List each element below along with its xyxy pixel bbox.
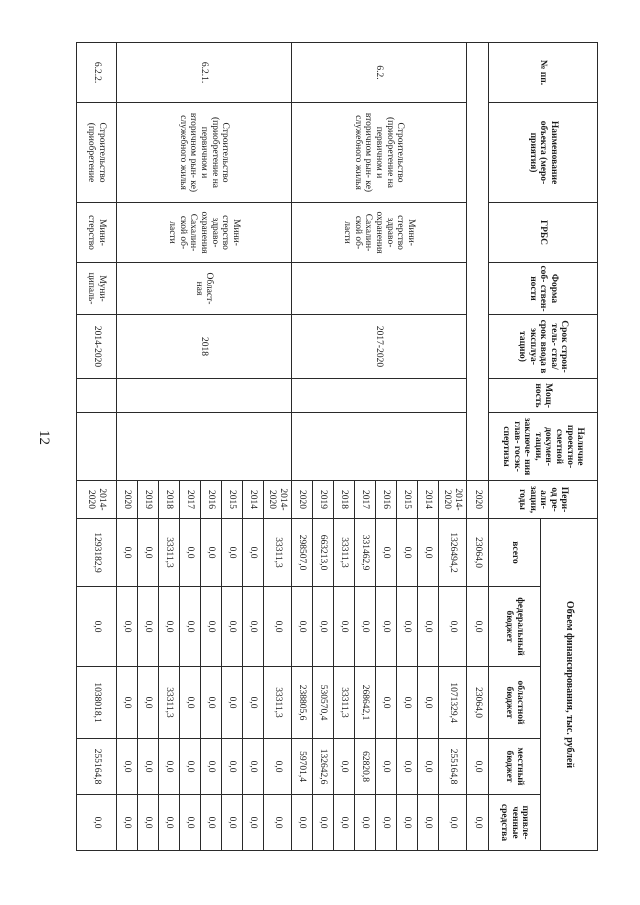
regional-cell: 0,0 bbox=[179, 667, 200, 739]
federal-cell: 0,0 bbox=[76, 587, 116, 667]
period-cell: 2014-2020 bbox=[438, 481, 466, 519]
local-cell: 0,0 bbox=[417, 739, 438, 795]
capacity-cell bbox=[291, 379, 466, 413]
page-number: 12 bbox=[36, 430, 52, 445]
federal-cell: 0,0 bbox=[354, 587, 375, 667]
total-cell: 0,0 bbox=[375, 519, 396, 587]
docs-cell bbox=[76, 413, 116, 481]
federal-cell: 0,0 bbox=[312, 587, 333, 667]
term-cell: 2017-2020 bbox=[291, 315, 466, 379]
local-cell: 0,0 bbox=[263, 739, 291, 795]
total-cell: 0,0 bbox=[221, 519, 242, 587]
period-cell: 2016 bbox=[200, 481, 221, 519]
continuation-cell bbox=[466, 43, 488, 481]
period-cell: 2016 bbox=[375, 481, 396, 519]
federal-cell: 0,0 bbox=[291, 587, 312, 667]
total-cell: 1293182,9 bbox=[76, 519, 116, 587]
attracted-cell: 0,0 bbox=[396, 795, 417, 851]
attracted-cell: 0,0 bbox=[158, 795, 179, 851]
capacity-cell bbox=[76, 379, 116, 413]
row-number: 6.2.2. bbox=[76, 43, 116, 103]
local-cell: 0,0 bbox=[116, 739, 137, 795]
attracted-cell: 0,0 bbox=[375, 795, 396, 851]
period-cell: 2018 bbox=[158, 481, 179, 519]
local-cell: 0,0 bbox=[137, 739, 158, 795]
regional-cell: 0,0 bbox=[221, 667, 242, 739]
regional-cell: 33311,3 bbox=[333, 667, 354, 739]
total-cell: 1326494,2 bbox=[438, 519, 466, 587]
total-cell: 298507,0 bbox=[291, 519, 312, 587]
period-cell: 2020 bbox=[466, 481, 488, 519]
local-cell: 0,0 bbox=[221, 739, 242, 795]
federal-cell: 0,0 bbox=[375, 587, 396, 667]
regional-cell: 0,0 bbox=[137, 667, 158, 739]
total-cell: 0,0 bbox=[137, 519, 158, 587]
financing-table bbox=[76, 42, 598, 851]
local-cell: 0,0 bbox=[158, 739, 179, 795]
federal-cell: 0,0 bbox=[466, 587, 488, 667]
attracted-cell: 0,0 bbox=[291, 795, 312, 851]
federal-cell: 0,0 bbox=[179, 587, 200, 667]
term-cell: 2014-2020 bbox=[76, 315, 116, 379]
term-cell: 2018 bbox=[116, 315, 291, 379]
local-cell: 0,0 bbox=[396, 739, 417, 795]
attracted-cell: 0,0 bbox=[179, 795, 200, 851]
period-cell: 2014 bbox=[242, 481, 263, 519]
row-number: 6.2.1. bbox=[116, 43, 291, 103]
total-cell: 0,0 bbox=[396, 519, 417, 587]
period-cell: 2014 bbox=[417, 481, 438, 519]
header-ownership: Форма соб- ствен- ности bbox=[488, 263, 597, 315]
header-no: № пп. bbox=[488, 43, 597, 103]
regional-cell: 530570,4 bbox=[312, 667, 333, 739]
total-cell: 33311,3 bbox=[333, 519, 354, 587]
period-cell: 2015 bbox=[396, 481, 417, 519]
total-cell: 0,0 bbox=[116, 519, 137, 587]
attracted-cell: 0,0 bbox=[137, 795, 158, 851]
header-term: Срок строи- тель- ства/срок ввода в эксплуа- тацию) bbox=[488, 315, 597, 379]
period-cell: 2018 bbox=[333, 481, 354, 519]
regional-cell: 1038018,1 bbox=[76, 667, 116, 739]
local-cell: 255164,8 bbox=[438, 739, 466, 795]
period-cell: 2020 bbox=[291, 481, 312, 519]
header-docs: Наличие проектно- сметной докумен- тации, заключе- ния глав- госэк- спертизы bbox=[488, 413, 597, 481]
table-row bbox=[438, 43, 466, 851]
regional-cell: 33311,3 bbox=[158, 667, 179, 739]
period-cell: 2017 bbox=[179, 481, 200, 519]
total-cell: 23064,0 bbox=[466, 519, 488, 587]
header-regional: областной бюджет bbox=[488, 667, 540, 739]
attracted-cell: 0,0 bbox=[116, 795, 137, 851]
period-cell: 2020 bbox=[116, 481, 137, 519]
local-cell: 62820,8 bbox=[354, 739, 375, 795]
ownership-cell: Муни- ципаль- bbox=[76, 263, 116, 315]
federal-cell: 0,0 bbox=[242, 587, 263, 667]
ownership-cell: Област- ная bbox=[116, 263, 291, 315]
federal-cell: 0,0 bbox=[137, 587, 158, 667]
local-cell: 255164,8 bbox=[76, 739, 116, 795]
local-cell: 0,0 bbox=[200, 739, 221, 795]
federal-cell: 0,0 bbox=[396, 587, 417, 667]
header-period: Пери- од ре- али- зации, годы bbox=[488, 481, 597, 519]
grbs-cell: Мини- стерство здраво- охранения Сахалин- ской об- ласти bbox=[116, 203, 291, 263]
regional-cell: 1071329,4 bbox=[438, 667, 466, 739]
attracted-cell: 0,0 bbox=[312, 795, 333, 851]
rotated-table-wrapper bbox=[86, 42, 598, 850]
federal-cell: 0,0 bbox=[158, 587, 179, 667]
attracted-cell: 0,0 bbox=[200, 795, 221, 851]
header-federal: федеральный бюджет bbox=[488, 587, 540, 667]
regional-cell: 23064,0 bbox=[466, 667, 488, 739]
regional-cell: 0,0 bbox=[242, 667, 263, 739]
attracted-cell: 0,0 bbox=[221, 795, 242, 851]
attracted-cell: 0,0 bbox=[466, 795, 488, 851]
period-cell: 2019 bbox=[137, 481, 158, 519]
table-row bbox=[466, 43, 488, 851]
local-cell: 59701,4 bbox=[291, 739, 312, 795]
total-cell: 33311,3 bbox=[158, 519, 179, 587]
total-cell: 663213,0 bbox=[312, 519, 333, 587]
grbs-cell: Мини- стерство здраво- охранения Сахалин- ской об- ласти bbox=[291, 203, 466, 263]
total-cell: 33311,3 bbox=[263, 519, 291, 587]
attracted-cell: 0,0 bbox=[438, 795, 466, 851]
header-attracted: привле- ченные средства bbox=[488, 795, 540, 851]
docs-cell bbox=[291, 413, 466, 481]
ownership-cell bbox=[291, 263, 466, 315]
header-grbs: ГРБС bbox=[488, 203, 597, 263]
object-name: Строительство (приобретение на первичном и вторичном рын- ке) служебного жилья bbox=[291, 103, 466, 203]
local-cell: 0,0 bbox=[179, 739, 200, 795]
table-row bbox=[263, 43, 291, 851]
federal-cell: 0,0 bbox=[116, 587, 137, 667]
period-cell: 2014-2020 bbox=[263, 481, 291, 519]
period-cell: 2014-2020 bbox=[76, 481, 116, 519]
total-cell: 0,0 bbox=[179, 519, 200, 587]
regional-cell: 33311,3 bbox=[263, 667, 291, 739]
period-cell: 2019 bbox=[312, 481, 333, 519]
attracted-cell: 0,0 bbox=[263, 795, 291, 851]
federal-cell: 0,0 bbox=[438, 587, 466, 667]
regional-cell: 238805,6 bbox=[291, 667, 312, 739]
regional-cell: 0,0 bbox=[417, 667, 438, 739]
grbs-cell: Мини- стерство bbox=[76, 203, 116, 263]
attracted-cell: 0,0 bbox=[76, 795, 116, 851]
local-cell: 0,0 bbox=[375, 739, 396, 795]
regional-cell: 268642,1 bbox=[354, 667, 375, 739]
local-cell: 0,0 bbox=[466, 739, 488, 795]
federal-cell: 0,0 bbox=[417, 587, 438, 667]
federal-cell: 0,0 bbox=[200, 587, 221, 667]
local-cell: 132642,6 bbox=[312, 739, 333, 795]
regional-cell: 0,0 bbox=[396, 667, 417, 739]
regional-cell: 0,0 bbox=[200, 667, 221, 739]
federal-cell: 0,0 bbox=[333, 587, 354, 667]
header-funding-group: Объем финансирования, тыс. рублей bbox=[541, 519, 598, 851]
object-name: Строительство (приобретение на первичном и вторичном рын- ке) служебного жилья bbox=[116, 103, 291, 203]
local-cell: 0,0 bbox=[242, 739, 263, 795]
header-name: Наименование объекта (меро- приятия) bbox=[488, 103, 597, 203]
attracted-cell: 0,0 bbox=[354, 795, 375, 851]
header-total: всего bbox=[488, 519, 540, 587]
header-capacity: Мощ- ность bbox=[488, 379, 597, 413]
row-number: 6.2. bbox=[291, 43, 466, 103]
federal-cell: 0,0 bbox=[221, 587, 242, 667]
attracted-cell: 0,0 bbox=[333, 795, 354, 851]
federal-cell: 0,0 bbox=[263, 587, 291, 667]
header-local: местный бюджет bbox=[488, 739, 540, 795]
total-cell: 0,0 bbox=[417, 519, 438, 587]
attracted-cell: 0,0 bbox=[417, 795, 438, 851]
attracted-cell: 0,0 bbox=[242, 795, 263, 851]
total-cell: 0,0 bbox=[200, 519, 221, 587]
period-cell: 2015 bbox=[221, 481, 242, 519]
regional-cell: 0,0 bbox=[116, 667, 137, 739]
docs-cell bbox=[116, 413, 291, 481]
total-cell: 331462,9 bbox=[354, 519, 375, 587]
period-cell: 2017 bbox=[354, 481, 375, 519]
table-row bbox=[76, 43, 116, 851]
object-name: Строительство (приобретение bbox=[76, 103, 116, 203]
total-cell: 0,0 bbox=[242, 519, 263, 587]
local-cell: 0,0 bbox=[333, 739, 354, 795]
header-row bbox=[541, 43, 598, 851]
regional-cell: 0,0 bbox=[375, 667, 396, 739]
capacity-cell bbox=[116, 379, 291, 413]
